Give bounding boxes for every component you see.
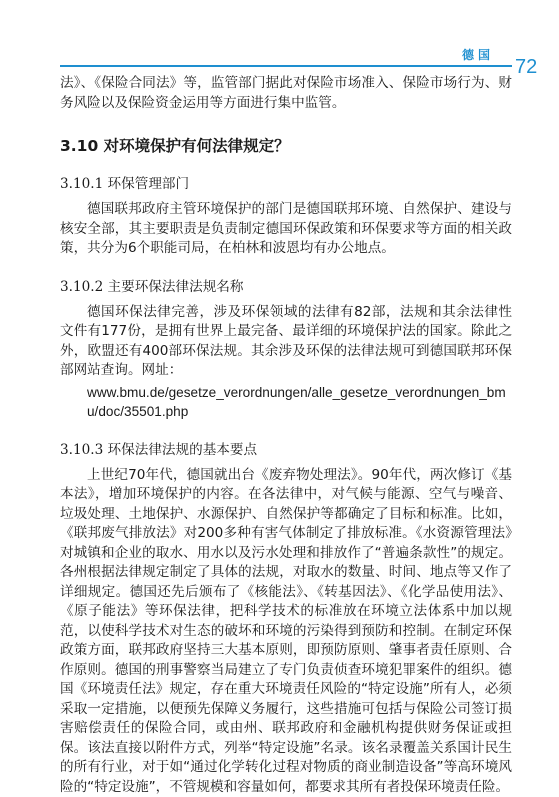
country-label: 德国 [462, 46, 494, 63]
subsection-2-paragraph: 德国环保法律完善，涉及环保领域的法律有82部，法规和其余法律性文件有177份，是拥有世界上最完备、最详细的环境保护法的国家。除此之外，欧盟还有400部环保法规。其余涉及环保的法律法规可到德国联邦环保部网站查询。网址： [60, 303, 512, 381]
header-rule [60, 65, 512, 67]
subsection-3-paragraph: 上世纪70年代，德国就出台《废弃物处理法》。90年代，两次修订《基本法》，增加环境保护的内容。在各法律中，对气候与能源、空气与噪音、垃圾处理、土地保护、水源保护、自然保护等都确定了目标和标准。比如，《联邦废气排放法》对200多种有害气体制定了排放标准。《水资源管理法》对城镇和企业的取水、用水以及污水处理和排放作了“普遍条款性”的规定。各州根据法律规定制定了具体的法规，对取水的数量、时间、地点等又作了详细规定。德国还先后颁布了《核能法》、《转基因法》、《化学品使用法》、《原子能法》等环保法律，把科学技术的标准放在环境立法体系中加以规范，以使科学技术对生态的破坏和环境的污染得到预防和控制。在制定环保政策方面，联邦政府坚持三大基本原则，即预防原则、肇事者责任原则、合作原则。德国的刑事警察当局建立了专门负责侦查环境犯罪案件的组织。德国《环境责任法》规定，存在重大环境责任风险的“特定设施”所有人，必须采取一定措施，以便预先保障义务履行，这些措施可包括与保险公司签订损害赔偿责任的保险合同，或由州、联邦政府和金融机构提供财务保证或担保。该法直接以附件方式，列举“特定设施”名录。该名录覆盖关系国计民生的所有行业，对于如“通过化学转化过程对物质的商业制造设备”等高环境风险的“特定设施”，不管规模和容量如何，都要求其所有者投保环境责任险。 [60, 466, 512, 797]
subsection-title-1: 3.10.1 环保管理部门 [60, 172, 512, 192]
website-url: www.bmu.de/gesetze_verordnungen/alle_gesetze_verordnungen_bmu/doc/35501.php [87, 383, 512, 422]
subsection-1-paragraph: 德国联邦政府主管环境保护的部门是德国联邦环境、自然保护、建设与核安全部，其主要职责是负责制定德国环保政策和环保要求等方面的相关政策，共分为6个职能司局，在柏林和波恩均有办公地点。 [60, 200, 512, 259]
intro-paragraph: 法》、《保险合同法》等，监管部门据此对保险市场准入、保险市场行为、财务风险以及保险资金运用等方面进行集中监管。 [60, 74, 512, 113]
subsection-title-3: 3.10.3 环保法律法规的基本要点 [60, 438, 512, 458]
page-content [60, 74, 512, 797]
page-number: 72 [515, 56, 537, 79]
subsection-title-2: 3.10.2 主要环保法律法规名称 [60, 275, 512, 295]
section-title: 3.10 对环境保护有何法律规定？ [60, 134, 512, 156]
